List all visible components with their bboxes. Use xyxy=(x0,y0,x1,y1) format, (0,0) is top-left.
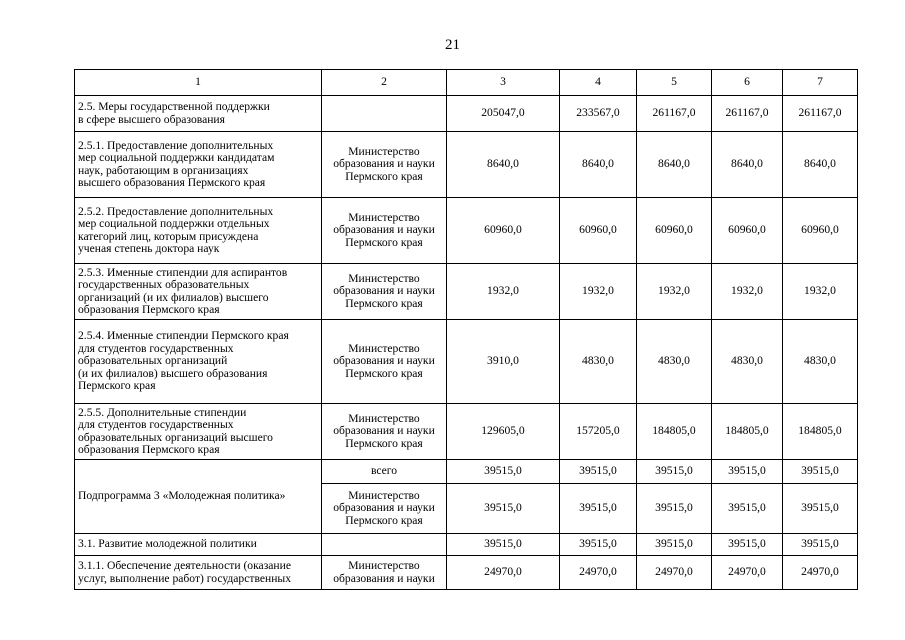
row-name-cell: 2.5.3. Именные стипендии для аспирантов государственных образовательных организаций (и их филиалов) высшего образования Пермского края xyxy=(75,264,322,320)
value-cell: 39515,0 xyxy=(637,534,712,556)
value-cell: 24970,0 xyxy=(447,556,560,590)
value-cell: 1932,0 xyxy=(447,264,560,320)
value-cell: 39515,0 xyxy=(447,534,560,556)
value-cell: 157205,0 xyxy=(560,404,637,460)
table-row xyxy=(75,320,858,404)
value-cell: 39515,0 xyxy=(712,484,783,534)
header-cell: 1 xyxy=(75,70,322,96)
value-cell: 8640,0 xyxy=(637,132,712,198)
row-name-cell: 2.5.2. Предоставление дополнительных мер социальной поддержки отдельных категорий лиц, которым присуждена ученая степень доктора наук xyxy=(75,198,322,264)
header-cell: 3 xyxy=(447,70,560,96)
value-cell: 8640,0 xyxy=(712,132,783,198)
value-cell: 261167,0 xyxy=(712,96,783,132)
page-number: 21 xyxy=(445,37,460,53)
value-cell: 8640,0 xyxy=(783,132,858,198)
agency-cell xyxy=(322,534,447,556)
budget-table xyxy=(74,69,858,590)
header-cell: 7 xyxy=(783,70,858,96)
header-cell: 2 xyxy=(322,70,447,96)
row-name-cell: 2.5.5. Дополнительные стипендии для студентов государственных образовательных организаций высшего образования Пермского края xyxy=(75,404,322,460)
header-cell: 4 xyxy=(560,70,637,96)
agency-cell: Министерство образования и науки Пермского края xyxy=(322,132,447,198)
value-cell: 60960,0 xyxy=(447,198,560,264)
value-cell: 39515,0 xyxy=(447,460,560,484)
value-cell: 184805,0 xyxy=(712,404,783,460)
table-row xyxy=(75,198,858,264)
value-cell: 60960,0 xyxy=(637,198,712,264)
value-cell: 39515,0 xyxy=(637,460,712,484)
value-cell: 1932,0 xyxy=(712,264,783,320)
row-name-cell: 3.1.1. Обеспечение деятельности (оказание услуг, выполнение работ) государственных xyxy=(75,556,322,590)
value-cell: 8640,0 xyxy=(560,132,637,198)
value-cell: 39515,0 xyxy=(783,534,858,556)
value-cell: 1932,0 xyxy=(783,264,858,320)
header-cell: 5 xyxy=(637,70,712,96)
table-row xyxy=(75,96,858,132)
agency-cell: Министерство образования и науки Пермского края xyxy=(322,264,447,320)
value-cell: 205047,0 xyxy=(447,96,560,132)
value-cell: 4830,0 xyxy=(783,320,858,404)
value-cell: 60960,0 xyxy=(783,198,858,264)
table-row xyxy=(75,132,858,198)
value-cell: 39515,0 xyxy=(560,460,637,484)
value-cell: 24970,0 xyxy=(560,556,637,590)
row-name-cell: 3.1. Развитие молодежной политики xyxy=(75,534,322,556)
table-row xyxy=(75,404,858,460)
value-cell: 39515,0 xyxy=(447,484,560,534)
table-row xyxy=(75,264,858,320)
value-cell: 4830,0 xyxy=(637,320,712,404)
total-label-cell: всего xyxy=(322,460,447,484)
value-cell: 261167,0 xyxy=(637,96,712,132)
value-cell: 3910,0 xyxy=(447,320,560,404)
value-cell: 261167,0 xyxy=(783,96,858,132)
value-cell: 39515,0 xyxy=(783,484,858,534)
value-cell: 1932,0 xyxy=(637,264,712,320)
value-cell: 4830,0 xyxy=(560,320,637,404)
value-cell: 129605,0 xyxy=(447,404,560,460)
header-row xyxy=(75,70,858,96)
table-row xyxy=(75,534,858,556)
value-cell: 184805,0 xyxy=(783,404,858,460)
agency-cell: Министерство образования и науки Пермского края xyxy=(322,404,447,460)
table-row xyxy=(75,556,858,590)
value-cell: 184805,0 xyxy=(637,404,712,460)
value-cell: 24970,0 xyxy=(712,556,783,590)
value-cell: 60960,0 xyxy=(560,198,637,264)
agency-cell: Министерство образования и науки Пермского края xyxy=(322,484,447,534)
value-cell: 8640,0 xyxy=(447,132,560,198)
value-cell: 24970,0 xyxy=(783,556,858,590)
value-cell: 4830,0 xyxy=(712,320,783,404)
value-cell: 24970,0 xyxy=(637,556,712,590)
value-cell: 39515,0 xyxy=(712,534,783,556)
row-name-cell: 2.5. Меры государственной поддержки в сфере высшего образования xyxy=(75,96,322,132)
row-name-cell: 2.5.1. Предоставление дополнительных мер социальной поддержки кандидатам наук, работающим в организациях высшего образования Пермского края xyxy=(75,132,322,198)
value-cell: 39515,0 xyxy=(560,534,637,556)
subprogram-total-row xyxy=(75,460,858,484)
value-cell: 39515,0 xyxy=(560,484,637,534)
value-cell: 60960,0 xyxy=(712,198,783,264)
value-cell: 39515,0 xyxy=(712,460,783,484)
value-cell: 39515,0 xyxy=(783,460,858,484)
agency-cell: Министерство образования и науки Пермского края xyxy=(322,198,447,264)
value-cell: 233567,0 xyxy=(560,96,637,132)
row-name-cell: 2.5.4. Именные стипендии Пермского края для студентов государственных образовательных организаций (и их филиалов) высшего образования Пермского края xyxy=(75,320,322,404)
header-cell: 6 xyxy=(712,70,783,96)
agency-cell xyxy=(322,96,447,132)
value-cell: 1932,0 xyxy=(560,264,637,320)
subprogram-name-cell: Подпрограмма 3 «Молодежная политика» xyxy=(75,460,322,534)
agency-cell: Министерство образования и науки xyxy=(322,556,447,590)
value-cell: 39515,0 xyxy=(637,484,712,534)
agency-cell: Министерство образования и науки Пермского края xyxy=(322,320,447,404)
